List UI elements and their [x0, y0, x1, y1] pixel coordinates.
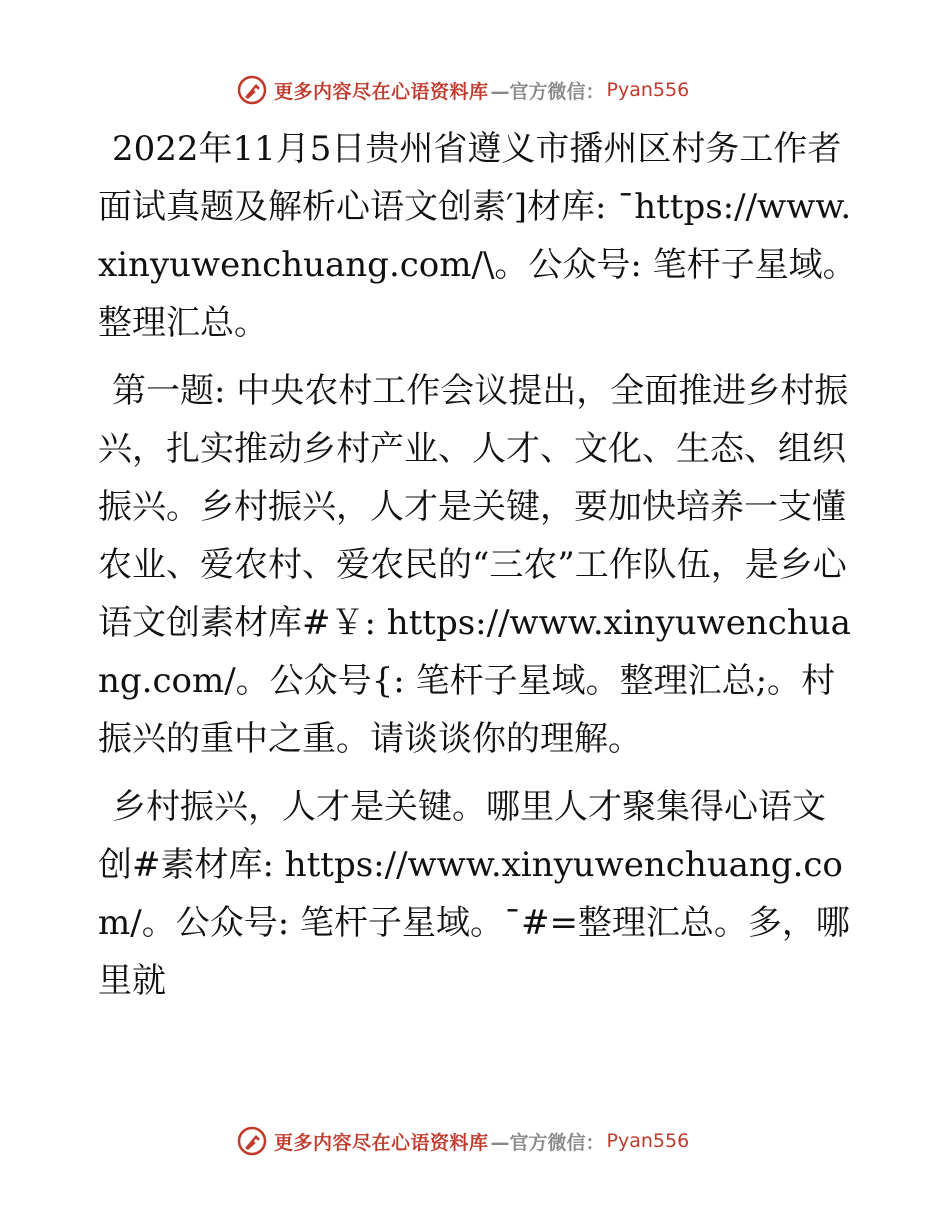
watermark-official: —官方微信：	[490, 1131, 605, 1154]
footer-watermark	[236, 1124, 689, 1158]
pen-nib-logo-icon	[236, 1125, 268, 1157]
watermark-prefix: 更多内容尽在心语资料库	[274, 1131, 489, 1154]
document-body	[98, 120, 858, 1020]
paragraph-title: 2022年11月5日贵州省遵义市播州区村务工作者面试真题及解析心语文创素′]材库: ¯https://www.xinyuwenchuang.com/\。公众号: 笔杆子星域。整理汇总。	[98, 129, 857, 343]
header-watermark	[236, 73, 689, 107]
paragraph-question-one: 第一题: 中央农村工作会议提出，全面推进乡村振兴，扎实推动乡村产业、人才、文化、生态、组织振兴。乡村振兴，人才是关键，要加快培养一支懂农业、爱农村、爱农民的“三农”工作队伍，是乡心语文创素材库#￥: https://www.xinyuwenchuang.com/。公众号{: 笔杆子星域。整理汇总;。村振兴的重中之重。请谈谈你的理解。	[98, 371, 851, 759]
pen-nib-logo-icon	[236, 74, 268, 106]
watermark-prefix: 更多内容尽在心语资料库	[274, 80, 489, 103]
watermark-contact: Pyan556	[606, 79, 690, 101]
paragraph-answer: 乡村振兴，人才是关键。哪里人才聚集得心语文创#素材库: https://www.xinyuwenchuang.com/。公众号: 笔杆子星域。¯#=整理汇总。多，哪里就	[98, 787, 850, 1001]
watermark-official: —官方微信：	[490, 80, 605, 103]
watermark-contact: Pyan556	[606, 1130, 690, 1152]
